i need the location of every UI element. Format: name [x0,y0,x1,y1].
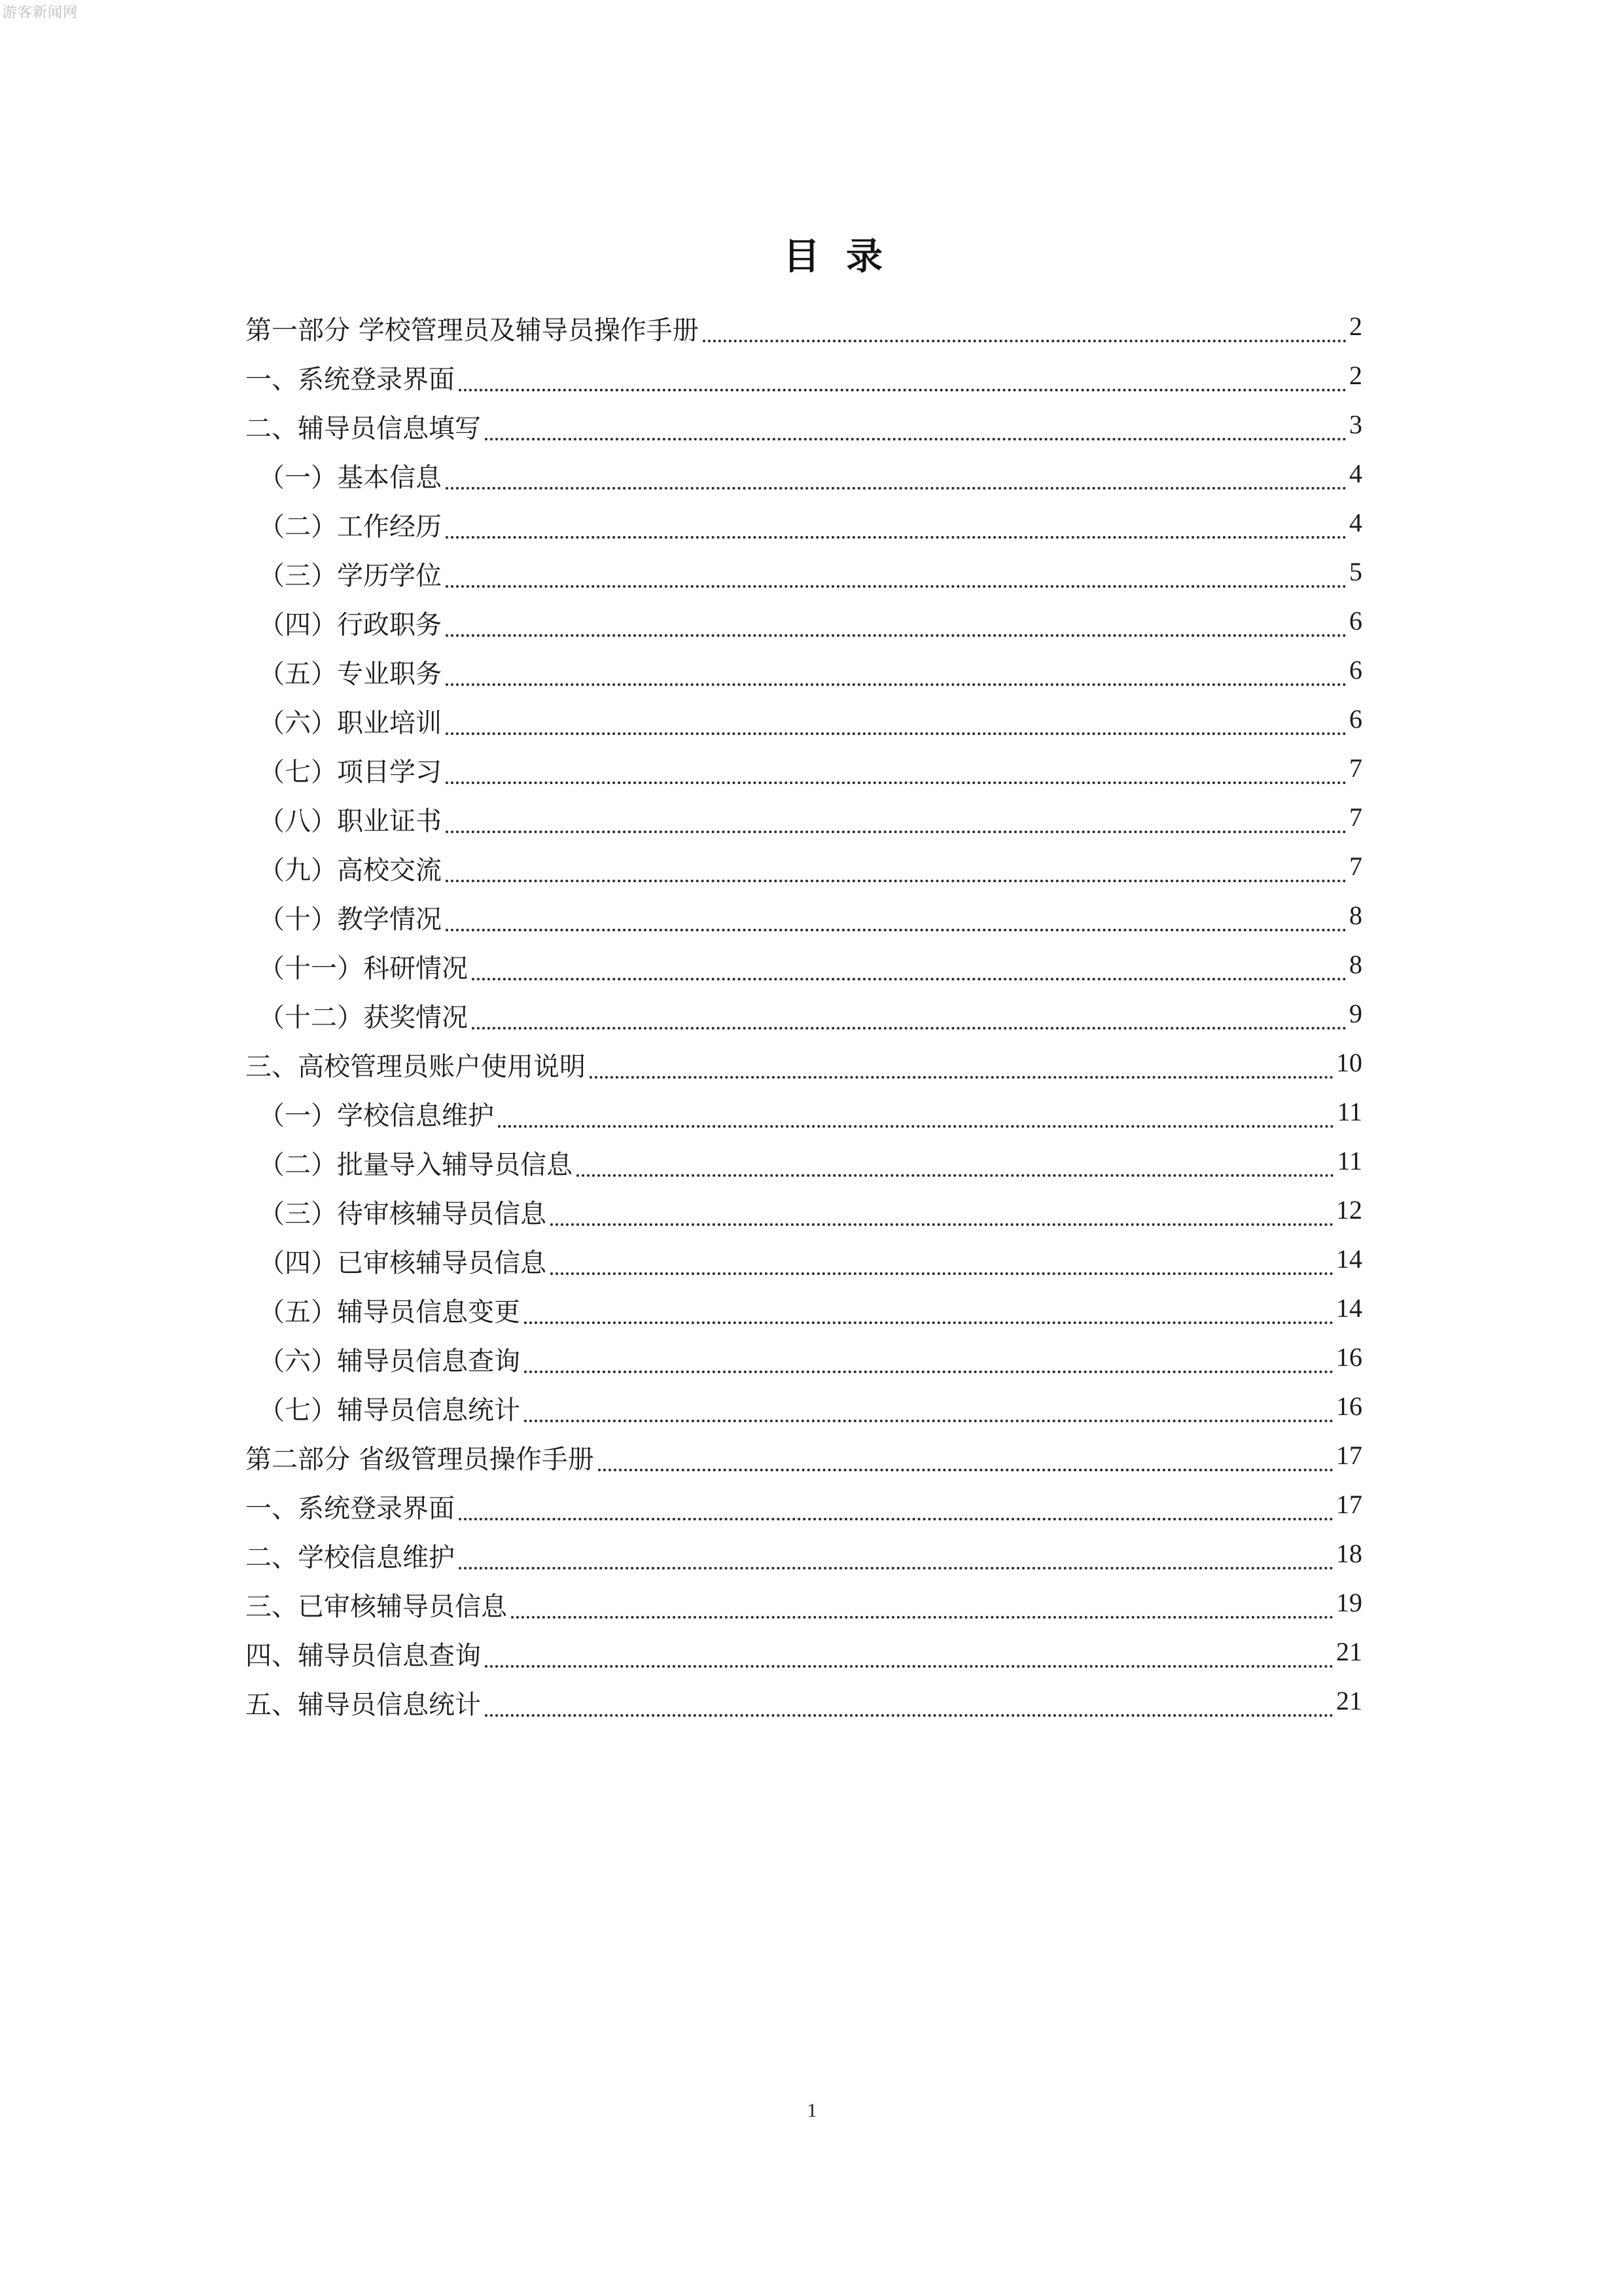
toc-entry-page: 6 [1349,704,1362,734]
toc-entry-label: 第二部分 省级管理员操作手册 [245,1444,594,1475]
toc-entry-label: 二、辅导员信息填写 [245,414,481,444]
toc-entry [0,695,1624,744]
toc-dot-leader [446,880,1347,882]
toc-entry-page: 11 [1337,1146,1362,1175]
toc-entry [0,990,1624,1039]
toc-dot-leader [472,978,1347,980]
toc-dot-leader [485,1714,1333,1717]
toc-dot-leader [446,585,1347,588]
toc-entry [0,1530,1624,1579]
toc-entry-page: 16 [1336,1342,1362,1372]
toc-entry-label: （三）学历学位 [258,561,442,591]
toc-entry-label: （四）行政职务 [258,610,442,640]
toc-entry-label: 一、系统登录界面 [245,1494,455,1524]
toc-entry-label: （七）辅导员信息统计 [258,1395,520,1426]
toc-dot-leader [485,1665,1333,1668]
toc-entry-label: （十一）科研情况 [258,954,468,984]
page-number: 1 [807,2100,817,2121]
toc-dot-leader [598,1469,1333,1471]
toc-entry-label: （二）工作经历 [258,512,442,542]
toc-entry-label: 二、学校信息维护 [245,1543,455,1573]
toc-dot-leader [524,1420,1333,1422]
toc-dot-leader [524,1321,1333,1324]
toc-dot-leader [446,487,1347,490]
toc-entry-page: 7 [1349,802,1362,832]
toc-entry-label: （六）辅导员信息查询 [258,1346,520,1376]
toc-entry-label: （一）学校信息维护 [258,1101,494,1131]
toc-dot-leader [472,1027,1347,1030]
toc-entry-label: （一）基本信息 [258,463,442,493]
toc-entry-label: （二）批量导入辅导员信息 [258,1150,573,1180]
toc-entry-page: 6 [1349,655,1362,685]
toc-entry [0,891,1624,941]
toc-entry [0,1235,1624,1284]
toc-entry-page: 10 [1336,1048,1362,1077]
toc-entry [0,1088,1624,1137]
watermark-text: 游客新闻网 [3,5,79,21]
toc-dot-leader [498,1125,1334,1128]
toc-entry-label: 一、系统登录界面 [245,365,455,395]
toc-entry [0,548,1624,597]
toc-dot-leader [703,340,1347,342]
page-title: 目录 [783,236,909,278]
toc-entry-label: 三、高校管理员账户使用说明 [245,1052,586,1082]
toc-entry [0,793,1624,842]
toc-entry-label: 五、辅导员信息统计 [245,1690,481,1720]
toc-entry-label: （三）待审核辅导员信息 [258,1199,546,1229]
toc-entry [0,1382,1624,1431]
toc-entry [0,646,1624,695]
toc-dot-leader [446,781,1347,784]
toc-dot-leader [446,732,1347,735]
toc-dot-leader [459,1518,1333,1520]
toc-entry-page: 7 [1349,852,1362,881]
toc-entry-label: （八）职业证书 [258,806,442,836]
toc-entry [0,1677,1624,1726]
toc-entry-page: 18 [1336,1539,1362,1568]
toc-entry-page: 8 [1349,901,1362,930]
toc-entry-page: 17 [1336,1490,1362,1519]
toc-entry [0,597,1624,646]
toc-entry-label: （十二）获奖情况 [258,1003,468,1033]
toc-entry-page: 12 [1336,1195,1362,1225]
toc-entry-label: （四）已审核辅导员信息 [258,1248,546,1278]
toc-entry-page: 5 [1349,557,1362,586]
toc-dot-leader [576,1174,1334,1177]
toc-entry [0,1137,1624,1186]
toc-dot-leader [550,1223,1333,1226]
toc-entry-page: 16 [1336,1391,1362,1421]
toc-entry-page: 4 [1349,508,1362,537]
toc-entry [0,401,1624,450]
toc-entry-page: 14 [1336,1293,1362,1323]
toc-entry-label: （六）职业培训 [258,708,442,738]
toc-entry-page: 21 [1336,1637,1362,1666]
toc-entry-page: 2 [1349,361,1362,390]
toc-entry [0,1431,1624,1480]
toc-entry-page: 4 [1349,459,1362,488]
toc-entry-label: （十）教学情况 [258,905,442,935]
toc-dot-leader [590,1076,1333,1079]
toc-dot-leader [446,929,1347,931]
toc-entry [0,1628,1624,1677]
toc-entry [0,1039,1624,1088]
toc-entry-label: 四、辅导员信息查询 [245,1641,481,1671]
toc-dot-leader [485,438,1347,440]
toc-entry [0,1480,1624,1530]
toc-entry-label: 第一部分 学校管理员及辅导员操作手册 [245,315,699,346]
toc-dot-leader [524,1371,1333,1373]
toc-dot-leader [446,536,1347,539]
toc-dot-leader [446,634,1347,637]
toc-entry-label: （七）项目学习 [258,757,442,787]
toc-entry [0,499,1624,548]
toc-entry [0,744,1624,793]
toc-entry [0,842,1624,891]
toc-entry [0,1333,1624,1382]
toc-entry-label: （九）高校交流 [258,855,442,886]
toc-entry-page: 9 [1349,999,1362,1028]
toc-entry-label: （五）辅导员信息变更 [258,1297,520,1327]
toc-dot-leader [446,831,1347,833]
toc-entry [0,1284,1624,1333]
toc-entry-page: 6 [1349,606,1362,636]
toc-dot-leader [446,683,1347,686]
toc-entry [0,351,1624,401]
toc-dot-leader [459,389,1347,391]
toc-dot-leader [459,1567,1333,1570]
toc-entry-page: 8 [1349,950,1362,979]
toc-entry-label: 三、已审核辅导员信息 [245,1592,507,1622]
toc-entry-page: 2 [1349,312,1362,341]
toc-entry-page: 14 [1336,1244,1362,1274]
toc-entry-label: （五）专业职务 [258,659,442,689]
table-of-contents [0,302,1624,1726]
toc-dot-leader [550,1272,1333,1275]
toc-entry-page: 7 [1349,753,1362,783]
toc-entry-page: 19 [1336,1588,1362,1617]
toc-entry-page: 21 [1336,1686,1362,1715]
toc-entry-page: 3 [1349,410,1362,439]
toc-dot-leader [511,1616,1333,1619]
toc-entry [0,1579,1624,1628]
toc-entry [0,302,1624,351]
toc-entry-page: 17 [1336,1441,1362,1470]
toc-entry-page: 11 [1337,1097,1362,1126]
toc-entry [0,1186,1624,1235]
toc-entry [0,450,1624,499]
toc-entry [0,941,1624,990]
